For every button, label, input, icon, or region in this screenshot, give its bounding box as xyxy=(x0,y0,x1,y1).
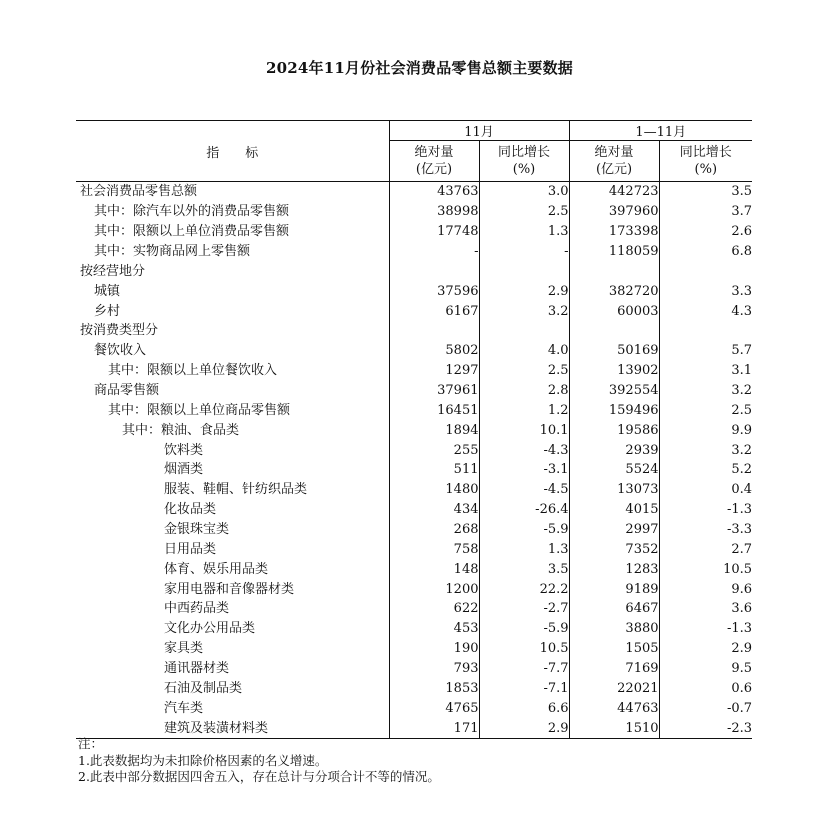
row-label: 化妆品类 xyxy=(164,502,217,518)
row-label: 餐饮收入 xyxy=(94,343,147,359)
retail-sales-table xyxy=(76,120,752,739)
row-label: 文化办公用品类 xyxy=(164,621,256,637)
row-label: 中西药品类 xyxy=(164,601,230,617)
row-label: 家用电器和音像器材类 xyxy=(164,581,295,597)
month-abs-value: 1297 xyxy=(389,361,479,381)
table-row xyxy=(76,460,752,480)
row-label: 按经营地分 xyxy=(80,263,146,279)
table-row xyxy=(76,440,752,460)
month-yoy-value: 22.2 xyxy=(479,579,569,599)
cum-abs-value: 44763 xyxy=(569,698,659,718)
table-row xyxy=(76,480,752,500)
cum-yoy-value: 3.2 xyxy=(659,381,752,401)
row-label: 日用品类 xyxy=(164,541,217,557)
cum-abs-value: 382720 xyxy=(569,281,659,301)
cum-abs-value: 1283 xyxy=(569,559,659,579)
cum-abs-value: 7169 xyxy=(569,659,659,679)
cum-yoy-value: 4.3 xyxy=(659,301,752,321)
month-yoy-value: 2.5 xyxy=(479,202,569,222)
month-abs-value: 453 xyxy=(389,619,479,639)
row-label: 饮料类 xyxy=(164,442,204,458)
table-row xyxy=(76,579,752,599)
month-yoy-value: 2.5 xyxy=(479,361,569,381)
cum-abs-value: 1505 xyxy=(569,639,659,659)
cum-abs-value xyxy=(569,261,659,281)
month-abs-value: 511 xyxy=(389,460,479,480)
cum-yoy-value: 0.6 xyxy=(659,678,752,698)
header-row-groups xyxy=(76,121,752,141)
cum-yoy-value: 3.6 xyxy=(659,599,752,619)
month-yoy-value: -26.4 xyxy=(479,500,569,520)
month-abs-value: 37596 xyxy=(389,281,479,301)
cum-yoy-value: 2.5 xyxy=(659,400,752,420)
row-label: 烟酒类 xyxy=(164,462,204,478)
month-yoy-value: 2.9 xyxy=(479,281,569,301)
cum-yoy-value: 10.5 xyxy=(659,559,752,579)
month-abs-value: 4765 xyxy=(389,698,479,718)
table-row xyxy=(76,619,752,639)
cum-abs-value: 397960 xyxy=(569,202,659,222)
indicator-header: 指 标 xyxy=(76,121,389,182)
month-yoy-value: 3.0 xyxy=(479,182,569,202)
month-abs-value: 1200 xyxy=(389,579,479,599)
table-row xyxy=(76,698,752,718)
cum-yoy-value: 2.6 xyxy=(659,222,752,242)
table-row xyxy=(76,222,752,242)
month-yoy-value: 10.1 xyxy=(479,420,569,440)
cum-yoy-value: 3.5 xyxy=(659,182,752,202)
month-yoy-value: -4.5 xyxy=(479,480,569,500)
table-row xyxy=(76,321,752,341)
table-row xyxy=(76,559,752,579)
cum-abs-header: 绝对量 (亿元) xyxy=(569,141,659,182)
row-label: 通讯器材类 xyxy=(164,661,230,677)
month-abs-value: 38998 xyxy=(389,202,479,222)
cum-abs-value: 5524 xyxy=(569,460,659,480)
month-abs-value: 6167 xyxy=(389,301,479,321)
month-yoy-value: 1.3 xyxy=(479,222,569,242)
month-abs-value: 434 xyxy=(389,500,479,520)
month-abs-value: 5802 xyxy=(389,341,479,361)
month-abs-value: 758 xyxy=(389,539,479,559)
month-yoy-value: 3.5 xyxy=(479,559,569,579)
table-row xyxy=(76,361,752,381)
cum-yoy-value: 3.7 xyxy=(659,202,752,222)
cum-yoy-value: -0.7 xyxy=(659,698,752,718)
table-row xyxy=(76,500,752,520)
month-abs-header: 绝对量 (亿元) xyxy=(389,141,479,182)
cum-abs-value: 6467 xyxy=(569,599,659,619)
row-label: 社会消费品零售总额 xyxy=(80,184,198,200)
table-row xyxy=(76,599,752,619)
month-abs-value: 16451 xyxy=(389,400,479,420)
cum-abs-value: 9189 xyxy=(569,579,659,599)
cum-abs-value: 60003 xyxy=(569,301,659,321)
month-yoy-value: 10.5 xyxy=(479,639,569,659)
row-label: 城镇 xyxy=(94,283,121,299)
cumulative-group-header: 1—11月 xyxy=(569,121,752,141)
table-row xyxy=(76,539,752,559)
month-abs-value: 37961 xyxy=(389,381,479,401)
footnote-heading: 注： xyxy=(78,736,104,751)
cum-yoy-header: 同比增长 (%) xyxy=(659,141,752,182)
table-row xyxy=(76,281,752,301)
cum-abs-value xyxy=(569,321,659,341)
month-abs-value: 255 xyxy=(389,440,479,460)
month-yoy-value: 2.8 xyxy=(479,381,569,401)
row-label: 汽车类 xyxy=(164,700,204,716)
cum-abs-value: 118059 xyxy=(569,242,659,262)
cum-yoy-value: -1.3 xyxy=(659,619,752,639)
month-yoy-value: 3.2 xyxy=(479,301,569,321)
month-abs-value xyxy=(389,321,479,341)
cum-abs-value: 442723 xyxy=(569,182,659,202)
cum-abs-value: 173398 xyxy=(569,222,659,242)
month-abs-value: 17748 xyxy=(389,222,479,242)
row-label: 其中：限额以上单位消费品零售额 xyxy=(94,224,290,240)
cum-yoy-value: -1.3 xyxy=(659,500,752,520)
row-label: 其中：除汽车以外的消费品零售额 xyxy=(94,204,290,220)
month-yoy-value xyxy=(479,321,569,341)
table-row xyxy=(76,261,752,281)
cum-yoy-value: 2.9 xyxy=(659,639,752,659)
cum-yoy-value: -3.3 xyxy=(659,520,752,540)
month-yoy-value: 1.3 xyxy=(479,539,569,559)
footnote-1: 1.此表数据均为未扣除价格因素的名义增速。 xyxy=(78,752,328,768)
cum-yoy-value: 3.1 xyxy=(659,361,752,381)
month-yoy-value: 4.0 xyxy=(479,341,569,361)
cum-yoy-value: 2.7 xyxy=(659,539,752,559)
row-label: 服装、鞋帽、针纺织品类 xyxy=(164,482,308,498)
cum-abs-value: 392554 xyxy=(569,381,659,401)
cum-abs-value: 2939 xyxy=(569,440,659,460)
table-row xyxy=(76,520,752,540)
table-row xyxy=(76,202,752,222)
row-label: 体育、娱乐用品类 xyxy=(164,561,269,577)
month-abs-value: 793 xyxy=(389,659,479,679)
month-yoy-value: 2.9 xyxy=(479,718,569,738)
cum-yoy-value: -2.3 xyxy=(659,718,752,738)
month-yoy-value xyxy=(479,261,569,281)
row-label: 按消费类型分 xyxy=(80,323,159,339)
table-row xyxy=(76,420,752,440)
cum-yoy-value: 5.7 xyxy=(659,341,752,361)
cum-abs-value: 1510 xyxy=(569,718,659,738)
cum-yoy-value xyxy=(659,261,752,281)
cum-yoy-value: 9.9 xyxy=(659,420,752,440)
table-row xyxy=(76,639,752,659)
month-abs-value xyxy=(389,261,479,281)
month-yoy-value: 6.6 xyxy=(479,698,569,718)
row-label: 商品零售额 xyxy=(94,383,160,399)
cum-yoy-value: 9.5 xyxy=(659,659,752,679)
table-row xyxy=(76,182,752,202)
month-yoy-value: -7.1 xyxy=(479,678,569,698)
row-label: 其中：粮油、食品类 xyxy=(122,422,240,438)
cum-abs-value: 50169 xyxy=(569,341,659,361)
table-row xyxy=(76,381,752,401)
cum-abs-value: 22021 xyxy=(569,678,659,698)
row-label: 建筑及装潢材料类 xyxy=(76,718,389,738)
month-yoy-value: - xyxy=(479,242,569,262)
month-abs-value: 622 xyxy=(389,599,479,619)
footnotes xyxy=(78,736,440,786)
cum-abs-value: 2997 xyxy=(569,520,659,540)
table-row xyxy=(76,678,752,698)
cum-abs-value: 7352 xyxy=(569,539,659,559)
footnote-2: 2.此表中部分数据因四舍五入，存在总计与分项合计不等的情况。 xyxy=(78,769,440,784)
page-title: 2024年11月份社会消费品零售总额主要数据 xyxy=(265,59,574,77)
row-label: 家具类 xyxy=(164,641,204,657)
cum-yoy-value: 6.8 xyxy=(659,242,752,262)
cum-abs-value: 19586 xyxy=(569,420,659,440)
row-label: 其中：实物商品网上零售额 xyxy=(94,244,251,259)
cum-abs-value: 4015 xyxy=(569,500,659,520)
cum-yoy-value: 0.4 xyxy=(659,480,752,500)
cum-yoy-value: 3.3 xyxy=(659,281,752,301)
month-abs-value: 190 xyxy=(389,639,479,659)
month-abs-value: 148 xyxy=(389,559,479,579)
month-yoy-header: 同比增长 (%) xyxy=(479,141,569,182)
table-row xyxy=(76,242,752,262)
row-label: 乡村 xyxy=(94,303,121,319)
cum-yoy-value: 5.2 xyxy=(659,460,752,480)
month-abs-value: - xyxy=(389,242,479,262)
row-label: 其中：限额以上单位餐饮收入 xyxy=(108,363,278,379)
row-label: 石油及制品类 xyxy=(164,680,243,696)
month-yoy-value: -3.1 xyxy=(479,460,569,480)
month-abs-value: 171 xyxy=(389,718,479,738)
table-row xyxy=(76,400,752,420)
cum-abs-value: 159496 xyxy=(569,400,659,420)
cum-abs-value: 13902 xyxy=(569,361,659,381)
month-yoy-value: -7.7 xyxy=(479,659,569,679)
cum-abs-value: 3880 xyxy=(569,619,659,639)
month-abs-value: 43763 xyxy=(389,182,479,202)
cum-abs-value: 13073 xyxy=(569,480,659,500)
table-row xyxy=(76,659,752,679)
table-body xyxy=(76,182,752,739)
month-abs-value: 1894 xyxy=(389,420,479,440)
month-abs-value: 268 xyxy=(389,520,479,540)
row-label: 金银珠宝类 xyxy=(164,522,230,538)
cum-yoy-value: 9.6 xyxy=(659,579,752,599)
month-group-header: 11月 xyxy=(389,121,569,141)
month-abs-value: 1853 xyxy=(389,678,479,698)
month-yoy-value: -4.3 xyxy=(479,440,569,460)
month-abs-value: 1480 xyxy=(389,480,479,500)
row-label: 其中：限额以上单位商品零售额 xyxy=(108,402,291,418)
table-row xyxy=(76,341,752,361)
month-yoy-value: 1.2 xyxy=(479,400,569,420)
month-yoy-value: -2.7 xyxy=(479,599,569,619)
cum-yoy-value xyxy=(659,321,752,341)
month-yoy-value: -5.9 xyxy=(479,619,569,639)
month-yoy-value: -5.9 xyxy=(479,520,569,540)
table-row xyxy=(76,301,752,321)
cum-yoy-value: 3.2 xyxy=(659,440,752,460)
